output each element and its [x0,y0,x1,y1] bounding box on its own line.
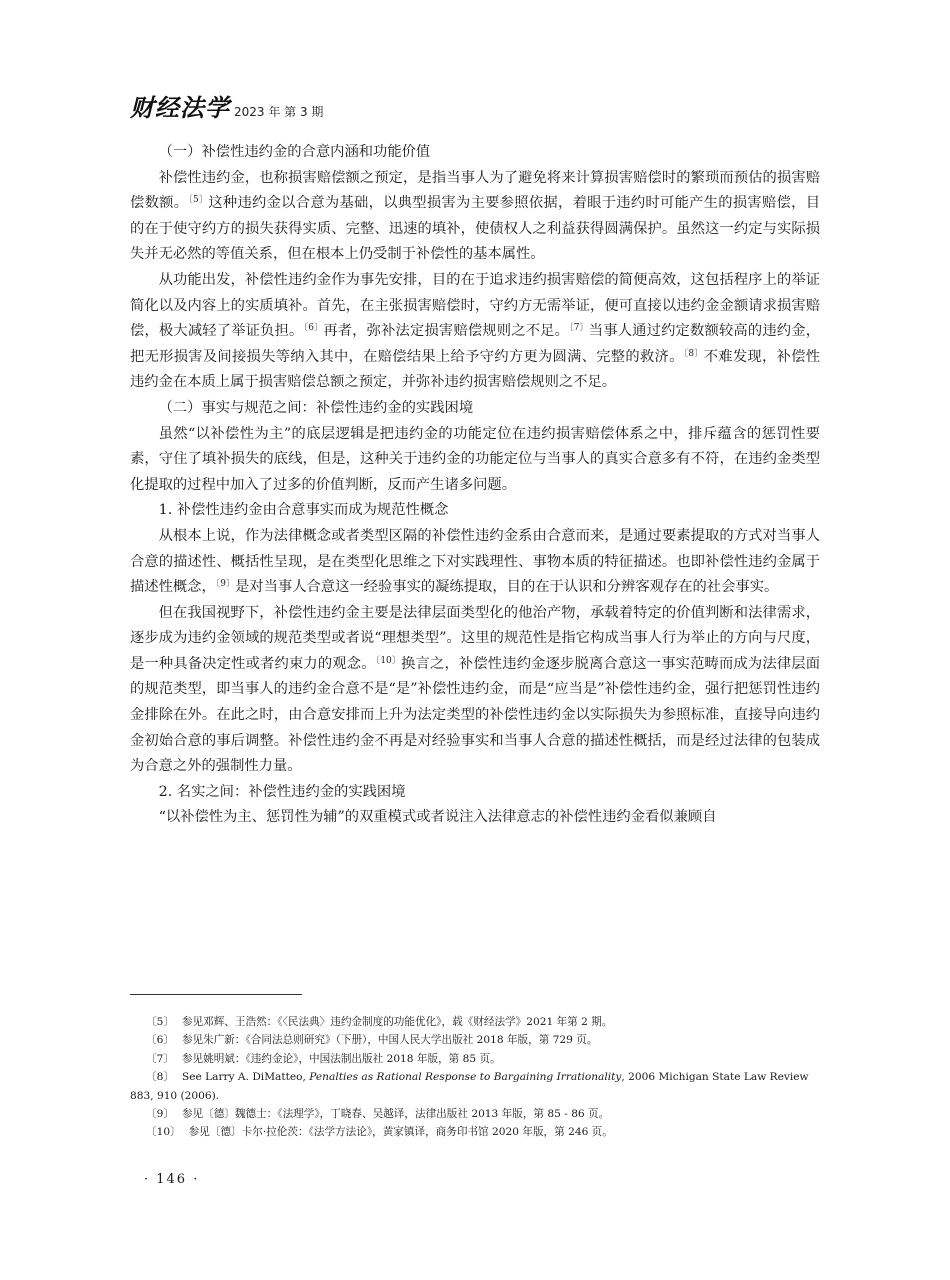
paragraph-text: 再者，弥补法定损害赔偿规则之不足。 [323,323,570,340]
section-heading: （二）事实与规范之间：补偿性违约金的实践困境 [158,399,474,416]
paragraph-text: 是对当事人合意这一经验事实的凝练提取，目的在于认识和分辨客观存在的社会事实。 [235,579,779,596]
footnote-ref[interactable]: 〔9〕 [215,579,236,590]
footnote-mark: 〔7〕 [146,1052,174,1065]
footnote-mark: 〔6〕 [146,1034,174,1047]
cited-title: Penalties as Rational Response to Bargaining Irrationality [309,1071,622,1084]
paragraph-text: 但在我国视野下，补偿性违约金主要是法律层面类型化的他治产物，承载着特定的价值判断和法律需求，逐步成为违约金领域的规范类型或者说“理想类型”。这里的规范性是指它构成当事人行为举止的方向与尺度，是一种具备决定性或者约束力的观念。 [130,604,820,672]
section-heading: （一）补偿性违约金的合意内涵和功能价值 [158,144,431,160]
footnotes [130,1013,820,1142]
footnote [130,1050,820,1068]
footnote-mark: 〔5〕 [146,1016,174,1028]
paragraph-text: 从功能出发，补偿性违约金作为事先安排，目的在于追求违约损害赔偿的简便高效，这包括程序上的举证简化以及内容上的实质填补。首先，在主张损害赔偿时，守约方无需举证，便可直接以违约金金额请求损害赔偿，极大减轻了举证负担。 [130,271,820,340]
footnote-text: 参见姚明斌：《违约金论》，中国法制出版社 2018 年版，第 85 页。 [181,1052,501,1065]
footnote [130,1123,820,1141]
footnote [130,1013,820,1031]
footnote-text: 参见邓辉、王浩然：《〈民法典〉违约金制度的功能优化》，载《财经法学》2021 年第 2 期。 [181,1016,613,1028]
paragraph-text: 换言之，补偿性违约金逐步脱离合意这一事实范畴而成为法律层面的规范类型，即当事人的违约金合意不是“是”补偿性违约金，而是“应当是”补偿性违约金，强行把惩罚性违约金排除在外。在此之时，由合意安排而上升为法定类型的补偿性违约金以实际损失为参照标准，直接导向违约金初始合意的事后调整。补偿性违约金不再是对经验事实和当事人合意的描述性概括，而是经过法律的包装成为合意之外的强制性力量。 [130,655,821,775]
article-body [130,140,820,831]
paragraph-text: 这种违约金以合意为基础，以典型损害为主要参照依据，着眼于违约时可能产生的损害赔偿，目的在于使守约方的损失获得实质、完整、迅速的填补，使债权人之利益获得圆满保护。虽然这一约定与实际损失并无必然的等值关系，但在根本上仍受制于补偿性的基本属性。 [130,195,820,263]
subsection-heading: 2. 名实之间：补偿性违约金的实践困境 [158,783,406,800]
paragraph [130,601,820,780]
page-number: · 146 · [144,1172,200,1187]
footnote-text: 参见〔德〕卡尔·拉伦茨：《法学方法论》，黄家镇译，商务印书馆 2020 年版，第 246 页。 [188,1126,613,1139]
paragraph [130,268,820,396]
footnote-ref[interactable]: 〔10〕 [375,655,402,666]
footnote-divider [130,994,302,995]
footnote-text: See Larry A. DiMatteo, [181,1071,310,1084]
running-header [130,92,323,122]
footnote-mark: 〔8〕 [146,1071,174,1084]
footnote-mark: 〔9〕 [146,1108,174,1121]
footnote-ref[interactable]: 〔6〕 [303,323,324,334]
footnote [130,1068,820,1105]
footnote-mark: 〔10〕 [146,1126,181,1139]
paragraph-text: 不难发现，补偿性违约金在本质上属于损害赔偿总额之预定，并弥补违约损害赔偿规则之不足。 [130,348,820,391]
paragraph-text: 补偿性违约金，也称损害赔偿额之预定，是指当事人为了避免将来计算损害赔偿时的繁琐而预估的损害赔偿数额。 [130,169,820,212]
footnote-text: 参见朱广新：《合同法总则研究》（下册），中国人民大学出版社 2018 年版，第 729 页。 [181,1034,598,1047]
footnote-ref[interactable]: 〔5〕 [188,195,209,206]
footnote-text: 参见〔德〕魏德士：《法理学》，丁晓春、吴越译，法律出版社 2013 年版，第 85 - 86 页。 [181,1108,610,1121]
paragraph [130,524,820,601]
footnote-ref[interactable]: 〔7〕 [569,323,589,334]
footnote-text: , 2006 Michigan State Law Review 883, 910 (2006). [130,1071,809,1102]
paragraph: 虽然“以补偿性为主”的底层逻辑是把违约金的功能定位在违约损害赔偿体系之中，排斥蕴含的惩罚性要素，守住了填补损失的底线，但是，这种关于违约金的功能定位与当事人的真实合意多有不符，在违约金类型化提取的过程中加入了过多的价值判断，反而产生诸多问题。 [130,425,820,493]
subsection-heading: 1. 补偿性违约金由合意事实而成为规范性概念 [158,502,449,519]
journal-logo: 财经法学 [130,93,230,122]
footnote [130,1031,820,1049]
paragraph-text: 从根本上说，作为法律概念或者类型区隔的补偿性违约金系由合意而来，是通过要素提取的方式对当事人合意的描述性、概括性呈现，是在类型化思维之下对实践理性、事物本质的特征描述。也即补偿性违约金属于描述性概念， [130,527,820,596]
paragraph [130,166,820,268]
issue-label: 2023 年 第 3 期 [234,105,324,119]
footnote [130,1105,820,1123]
paragraph-text: 当事人通过约定数额较高的违约金，把无形损害及间接损失等纳入其中，在赔偿结果上给予守约方更为圆满、完整的救济。 [130,323,820,365]
paragraph: “以补偿性为主、惩罚性为辅”的双重模式或者说注入法律意志的补偿性违约金看似兼顾自 [158,809,717,826]
footnote-ref[interactable]: 〔8〕 [683,348,704,359]
